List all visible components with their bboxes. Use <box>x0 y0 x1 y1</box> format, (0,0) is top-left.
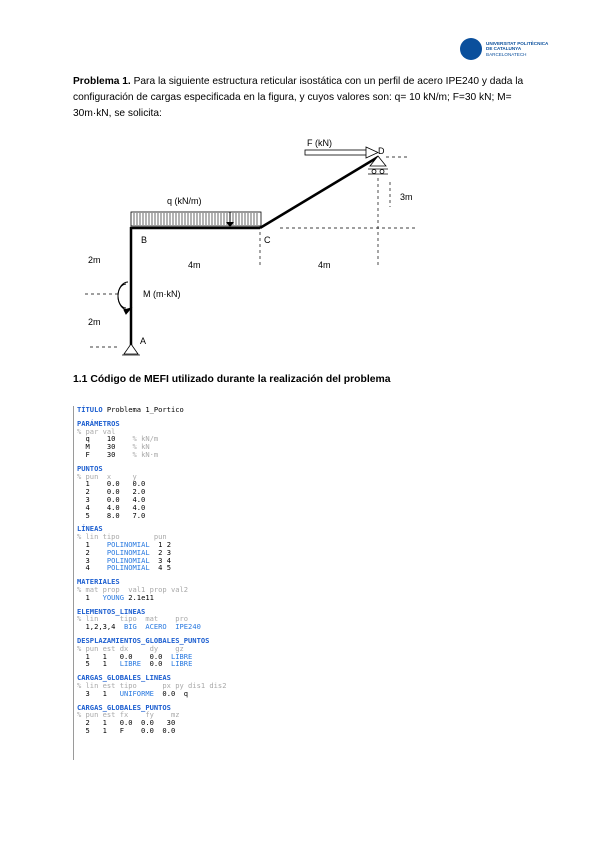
dim-vertical-2m-lower: 2m <box>88 317 101 327</box>
code-header-materiales: MATERIALES <box>77 577 120 587</box>
code-row: 5 1 F 0.0 0.0 <box>77 725 176 735</box>
code-row: q 10 % kN/m <box>77 434 159 444</box>
section-title: 1.1 Código de MEFI utilizado durante la realización del problema <box>73 374 391 385</box>
label-load-q: q (kN/m) <box>167 196 202 206</box>
force-arrow <box>305 147 378 158</box>
code-row: 3 1 UNIFORME 0.0 q <box>77 688 189 698</box>
member-cd <box>260 157 378 228</box>
code-row: 3 0.0 4.0 <box>77 494 146 504</box>
university-logo <box>460 38 570 64</box>
code-header-cargas-puntos: CARGAS_GLOBALES_PUNTOS <box>77 702 171 712</box>
code-row: 1,2,3,4 BIG ACERO IPE240 <box>77 622 201 632</box>
university-name: UNIVERSITAT POLITÈCNICA DE CATALUNYA BARCELONATECH <box>486 41 549 57</box>
code-cols: % lin tipo mat pro <box>77 614 189 624</box>
distributed-load <box>131 212 261 227</box>
code-title-line: TÍTULO Problema 1_Portico <box>77 405 184 414</box>
code-row: 1 POLINOMIAL 1 2 <box>77 539 171 549</box>
code-cols: % pun x y <box>77 471 137 481</box>
support-a-icon <box>122 344 140 355</box>
dim-horizontal-4m-right: 4m <box>318 260 331 270</box>
structure-diagram <box>80 132 440 362</box>
code-row: 1 1 0.0 0.0 LIBRE <box>77 651 193 661</box>
code-header-elementos: ELEMENTOS_LINEAS <box>77 606 146 616</box>
dim-vertical-2m-upper: 2m <box>88 255 101 265</box>
code-cols: % pun est dx dy gz <box>77 643 184 653</box>
code-cols: % par val <box>77 426 116 436</box>
mefi-code-listing <box>73 406 267 760</box>
code-row: 5 8.0 7.0 <box>77 510 146 520</box>
code-row: 1 0.0 0.0 <box>77 479 146 489</box>
problem-text: Para la siguiente estructura reticular isostática con un perfil de acero IPE240 y dada la configuración de cargas especificada en la figura, y cuyos valores son: q= 10 kN/m; F=30 kN; M= 30m·kN, se solicita: <box>73 76 524 119</box>
code-header-desplazamientos: DESPLAZAMIENTOS_GLOBALES_PUNTOS <box>77 635 210 645</box>
label-force-f: F (kN) <box>307 138 332 148</box>
code-header-puntos: PUNTOS <box>77 463 103 473</box>
label-point-b: B <box>141 235 148 245</box>
dim-horizontal-4m-left: 4m <box>188 260 201 270</box>
university-seal-icon <box>460 38 482 60</box>
code-cols: % mat prop val1 prop val2 <box>77 584 189 594</box>
code-cols: % lin tipo pun <box>77 532 167 542</box>
code-row: 2 POLINOMIAL 2 3 <box>77 547 171 557</box>
problem-statement <box>73 74 533 121</box>
code-header-parametros: PARÁMETROS <box>77 418 120 428</box>
code-header-lineas: LÍNEAS <box>77 524 103 534</box>
dimension-lines <box>85 157 415 347</box>
code-row: 2 1 0.0 0.0 30 <box>77 718 176 728</box>
code-row: 1 YOUNG 2.1e11 <box>77 592 154 602</box>
code-row: 4 4.0 4.0 <box>77 502 146 512</box>
problem-label: Problema 1. <box>73 76 131 87</box>
label-point-c: C <box>264 235 271 245</box>
code-cols: % lin est tipo px py dis1 dis2 <box>77 680 227 690</box>
code-row: F 30 % kN·m <box>77 449 159 459</box>
code-row: 3 POLINOMIAL 3 4 <box>77 555 171 565</box>
label-moment-m: M (m·kN) <box>143 289 181 299</box>
moment-arrow <box>118 282 131 314</box>
support-d-icon <box>368 156 388 174</box>
code-header-cargas-lineas: CARGAS_GLOBALES_LINEAS <box>77 673 171 683</box>
label-point-a: A <box>140 336 147 346</box>
code-cols: % pun est fx fy mz <box>77 710 180 720</box>
code-row: 5 1 LIBRE 0.0 LIBRE <box>77 659 193 669</box>
code-row: M 30 % kN <box>77 442 150 452</box>
dim-vertical-3m: 3m <box>400 192 413 202</box>
label-point-d: D <box>378 146 385 156</box>
code-row: 4 POLINOMIAL 4 5 <box>77 563 171 573</box>
code-row: 2 0.0 2.0 <box>77 487 146 497</box>
